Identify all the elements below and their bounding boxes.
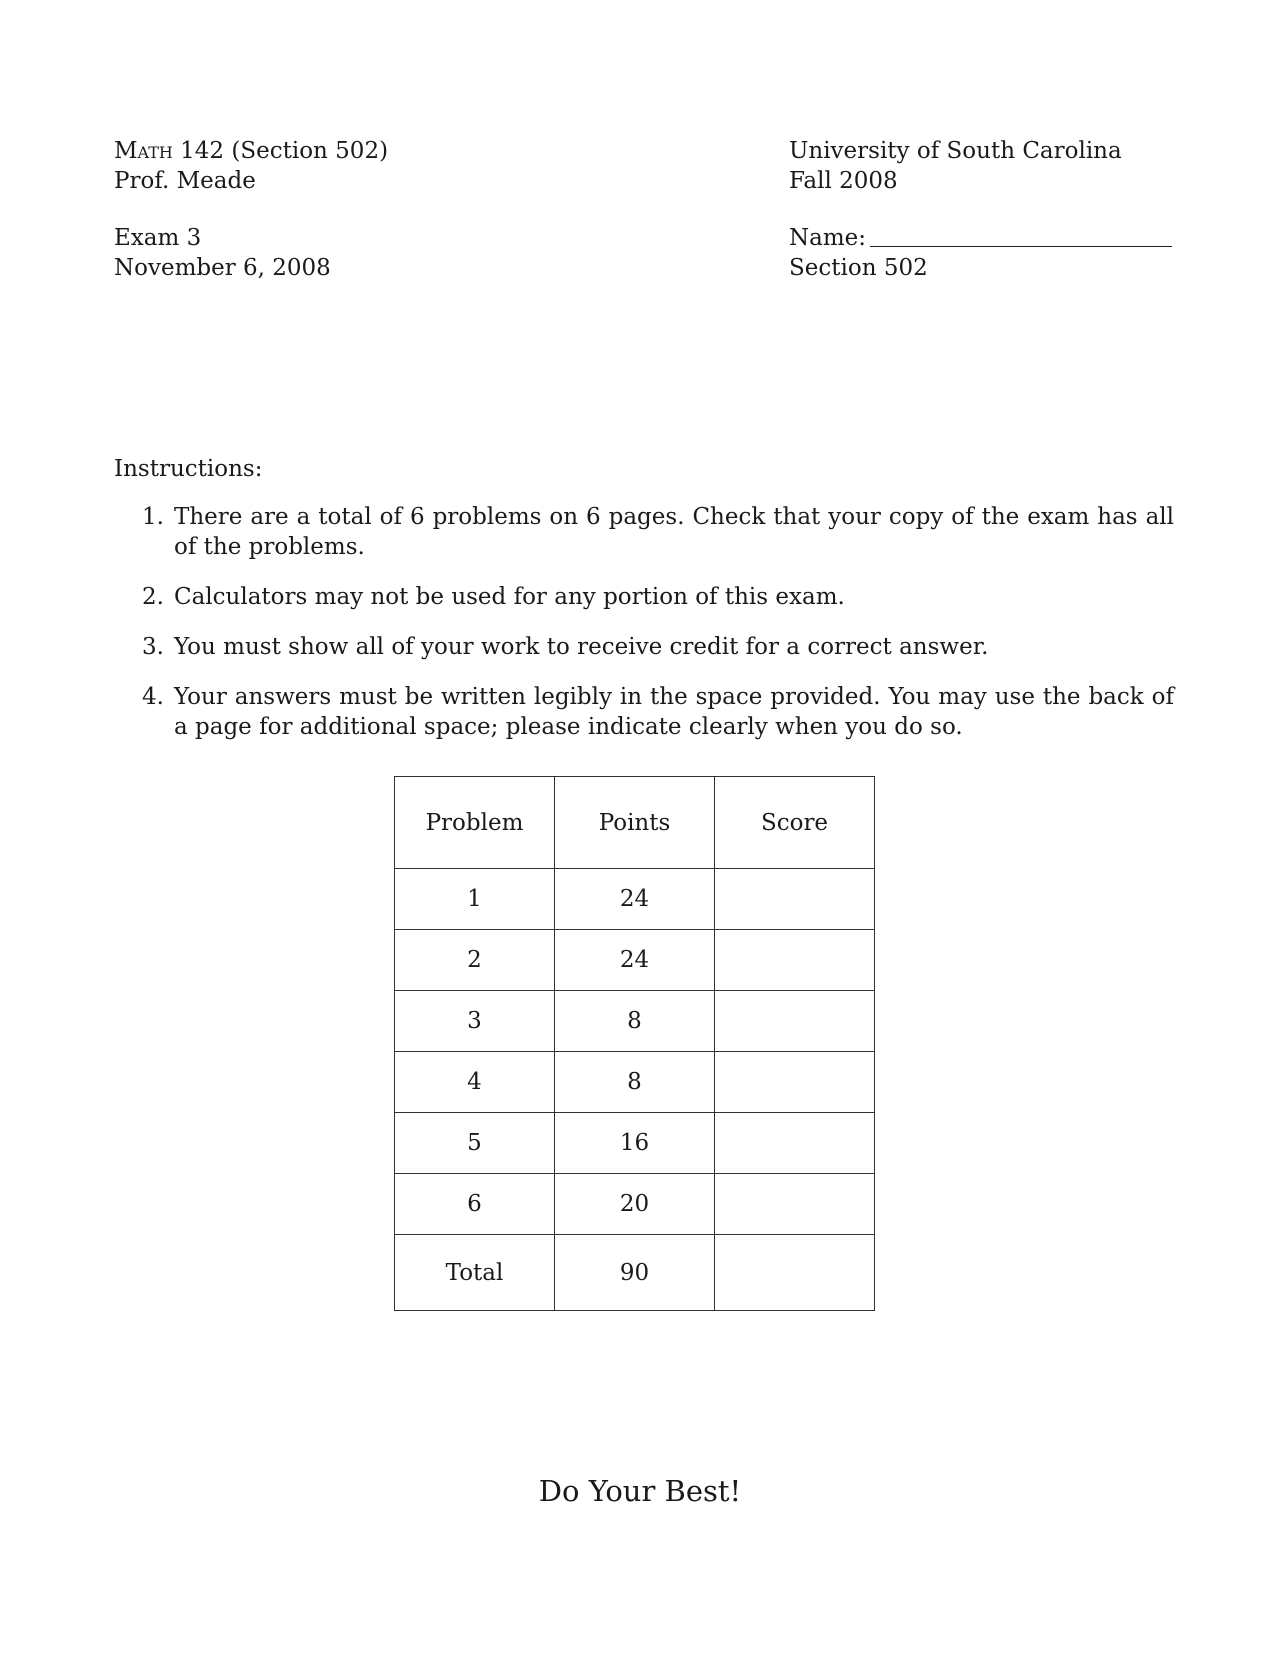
- instruction-number: 4.: [142, 684, 164, 710]
- score-cell[interactable]: [715, 1174, 875, 1235]
- name-blank-line[interactable]: [870, 246, 1172, 247]
- course-section: 142 (Section 502): [172, 138, 389, 164]
- name-label: Name:: [789, 225, 867, 251]
- course-name: Math: [114, 138, 173, 164]
- instruction-number: 2.: [142, 584, 164, 610]
- table-row: [395, 930, 875, 991]
- instruction-item: [114, 502, 1174, 562]
- instructions-heading: Instructions:: [114, 456, 263, 482]
- section-label: Section 502: [789, 255, 928, 281]
- score-cell[interactable]: [715, 1052, 875, 1113]
- header-points: Points: [555, 777, 715, 869]
- total-points-cell: 90: [555, 1235, 715, 1311]
- instruction-number: 1.: [142, 504, 164, 530]
- points-cell: 24: [555, 869, 715, 930]
- header-problem: Problem: [395, 777, 555, 869]
- table-row: [395, 1113, 875, 1174]
- instruction-text: Your answers must be written legibly in the space provided. You may use the back of a page for additional space; please indicate clearly when you do so.: [174, 684, 1174, 740]
- problem-cell: 2: [395, 930, 555, 991]
- points-cell: 24: [555, 930, 715, 991]
- course-title: [114, 136, 388, 166]
- score-cell[interactable]: [715, 869, 875, 930]
- instructions-list: [114, 502, 1174, 762]
- closing-message: Do Your Best!: [538, 1474, 742, 1508]
- header-score: Score: [715, 777, 875, 869]
- points-cell: 8: [555, 991, 715, 1052]
- problem-cell: 1: [395, 869, 555, 930]
- table-row: [395, 1174, 875, 1235]
- problem-cell: 3: [395, 991, 555, 1052]
- points-cell: 16: [555, 1113, 715, 1174]
- table-total-row: [395, 1235, 875, 1311]
- points-cell: 20: [555, 1174, 715, 1235]
- university: University of South Carolina: [789, 138, 1122, 164]
- exam-date: November 6, 2008: [114, 255, 331, 281]
- table-row: [395, 991, 875, 1052]
- instruction-item: [114, 682, 1174, 742]
- problem-cell: 6: [395, 1174, 555, 1235]
- table-header-row: [395, 777, 875, 869]
- instruction-text: You must show all of your work to receive credit for a correct answer.: [174, 634, 989, 660]
- professor: Prof. Meade: [114, 168, 256, 194]
- problem-cell: 4: [395, 1052, 555, 1113]
- total-score-cell[interactable]: [715, 1235, 875, 1311]
- score-cell[interactable]: [715, 991, 875, 1052]
- instruction-number: 3.: [142, 634, 164, 660]
- instruction-text: Calculators may not be used for any portion of this exam.: [174, 584, 845, 610]
- instruction-item: [114, 632, 1174, 662]
- table-row: [395, 1052, 875, 1113]
- table-row: [395, 869, 875, 930]
- score-cell[interactable]: [715, 930, 875, 991]
- instruction-item: [114, 582, 1174, 612]
- exam-title: Exam 3: [114, 225, 202, 251]
- score-cell[interactable]: [715, 1113, 875, 1174]
- instruction-text: There are a total of 6 problems on 6 pages. Check that your copy of the exam has all of the problems.: [174, 504, 1174, 560]
- total-label-cell: Total: [395, 1235, 555, 1311]
- score-table: [394, 776, 875, 1311]
- problem-cell: 5: [395, 1113, 555, 1174]
- term: Fall 2008: [789, 168, 898, 194]
- points-cell: 8: [555, 1052, 715, 1113]
